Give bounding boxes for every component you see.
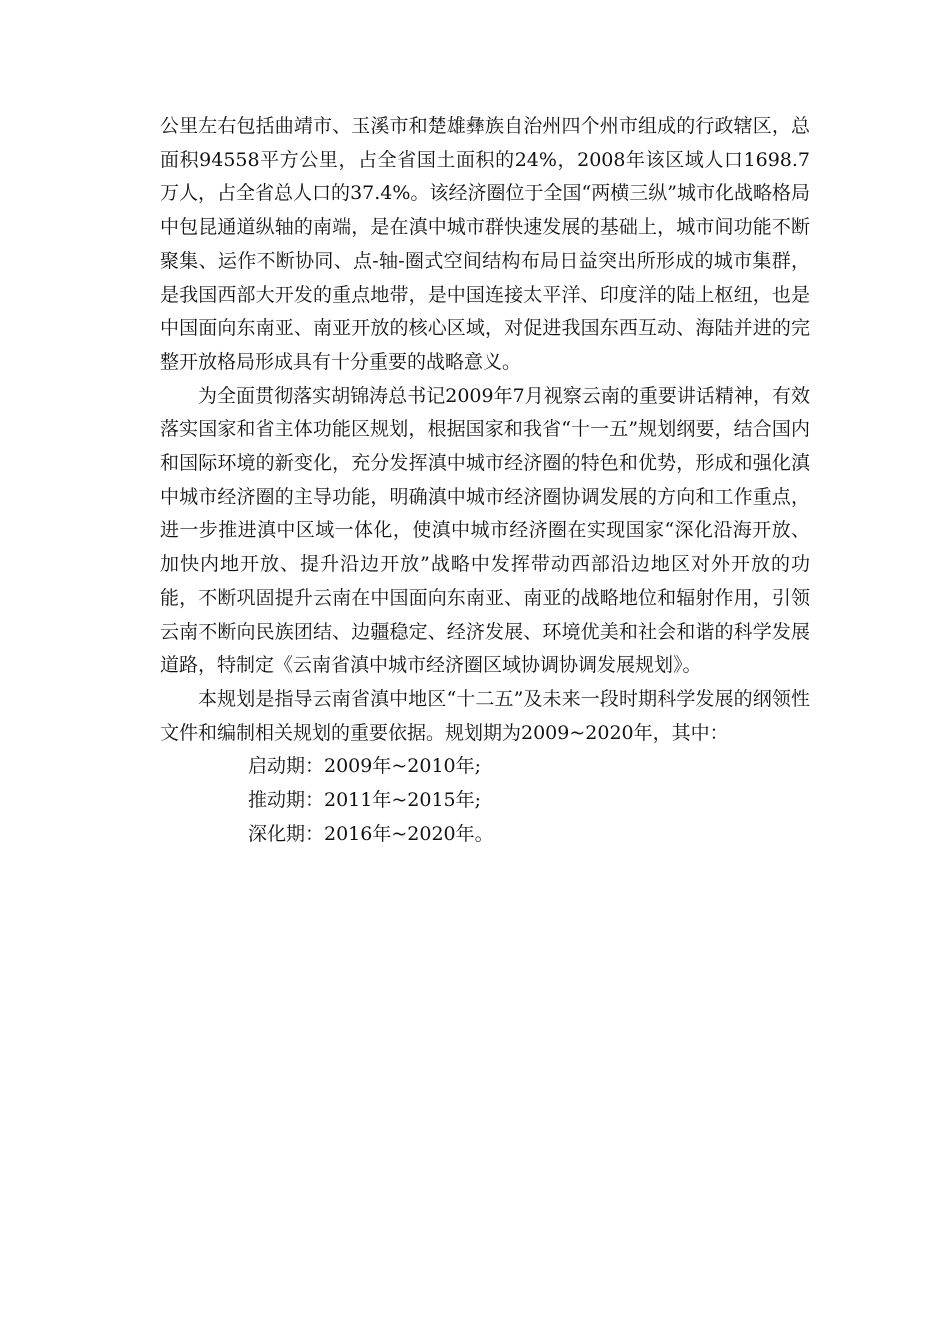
period-startup: 启动期：2009年~2010年; [248, 755, 482, 778]
period-promotion: 推动期：2011年~2015年; [248, 789, 482, 812]
paragraph-planning-period: 本规划是指导云南省滇中地区“十二五”及未来一段时期科学发展的纲领性文件和编制相关规划的重要依据。规划期为2009~2020年，其中： [160, 687, 810, 744]
planning-period-list [160, 750, 810, 851]
document-body [160, 110, 810, 851]
paragraph-region-overview: 公里左右包括曲靖市、玉溪市和楚雄彝族自治州四个州市组成的行政辖区，总面积94558平方公里，占全省国土面积的24%，2008年该区域人口1698.7万人，占全省总人口的37.4%。该经济圈位于全国“两横三纵”城市化战略格局中包昆通道纵轴的南端，是在滇中城市群快速发展的基础上，城市间功能不断聚集、运作不断协同、点-轴-圈式空间结构布局日益突出所形成的城市集群，是我国西部大开发的重点地带，是中国连接太平洋、印度洋的陆上枢纽，也是中国面向东南亚、南亚开放的核心区域，对促进我国东西互动、海陆并进的完整开放格局形成具有十分重要的战略意义。 [160, 115, 810, 373]
period-deepening: 深化期：2016年~2020年。 [248, 822, 494, 845]
paragraph-planning-purpose: 为全面贯彻落实胡锦涛总书记2009年7月视察云南的重要讲话精神，有效落实国家和省主体功能区规划，根据国家和我省“十一五”规划纲要，结合国内和国际环境的新变化，充分发挥滇中城市经济圈的特色和优势，形成和强化滇中城市经济圈的主导功能，明确滇中城市经济圈协调发展的方向和工作重点，进一步推进滇中区域一体化，使滇中城市经济圈在实现国家“深化沿海开放、加快内地开放、提升沿边开放”战略中发挥带动西部沿边地区对外开放的功能，不断巩固提升云南在中国面向东南亚、南亚的战略地位和辐射作用，引领云南不断向民族团结、边疆稳定、经济发展、环境优美和社会和谐的科学发展道路，特制定《云南省滇中城市经济圈区域协调协调发展规划》。 [160, 384, 810, 677]
